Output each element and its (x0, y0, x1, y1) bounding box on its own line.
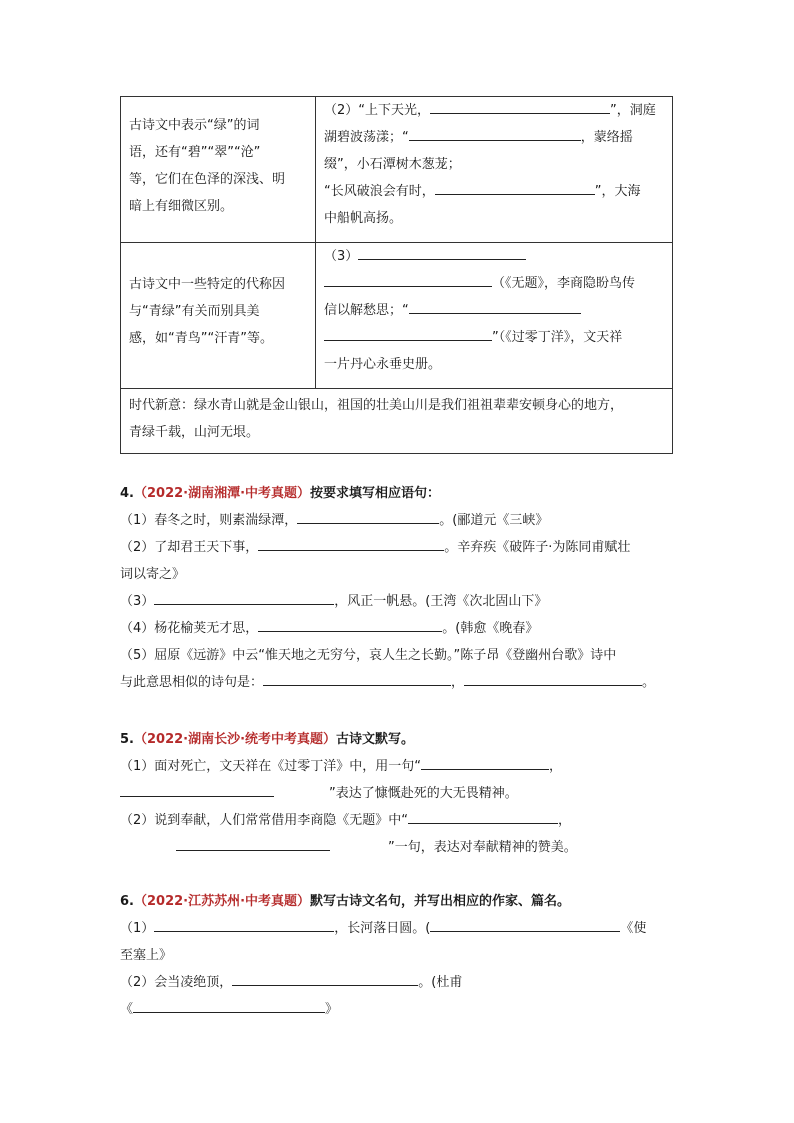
table-cell-description (121, 97, 316, 243)
question-heading (120, 888, 680, 915)
answer-blank[interactable] (258, 617, 442, 632)
question-number: 6. (120, 894, 134, 909)
answer-blank[interactable] (408, 809, 558, 824)
text: ”，洞庭 (610, 103, 656, 118)
answer-blank[interactable] (176, 836, 330, 851)
answer-blank[interactable] (258, 536, 444, 551)
answer-blank[interactable] (430, 917, 620, 932)
table-row (121, 243, 673, 389)
answer-blank[interactable] (358, 245, 526, 260)
text: （3） (120, 594, 155, 609)
text: 。 (642, 675, 656, 690)
text: （4）杨花榆荚无才思， (120, 621, 259, 636)
text: （1）面对死亡，文天祥在《过零丁洋》中，用一句“ (120, 759, 422, 774)
text: 缀”，小石潭树木葱茏； (324, 157, 461, 172)
question-heading (120, 480, 680, 507)
text: 。辛弃疾《破阵子·为陈同甫赋壮 (444, 540, 631, 555)
cell-line: 等，它们在色泽的深浅、明 (129, 172, 286, 187)
text: （3） (324, 249, 359, 264)
text: （1） (120, 921, 155, 936)
cell-line: 感，如“青鸟”“汗青”等。 (129, 331, 273, 346)
text: 时代新意：绿水青山就是金山银山，祖国的壮美山川是我们祖祖辈辈安顿身心的地方， (129, 398, 624, 413)
text: ， (558, 813, 572, 828)
text: （5）屈原《远游》中云“惟天地之无穷兮，哀人生之长勤。”陈子昂《登幽州台歌》诗中 (120, 648, 617, 663)
text: ， (549, 759, 563, 774)
answer-blank[interactable] (421, 755, 549, 770)
table-cell-questions (316, 97, 673, 243)
question-title: 古诗文默写。 (336, 732, 415, 747)
table-row (121, 389, 673, 454)
text: 。(杜甫 (418, 975, 463, 990)
text: （2）说到奉献，人们常常借用李商隐《无题》中“ (120, 813, 409, 828)
text: （1）春冬之时，则素湍绿潭， (120, 513, 298, 528)
answer-blank[interactable] (435, 180, 595, 195)
text: 至塞上》 (120, 948, 173, 963)
question-4 (120, 480, 680, 696)
text: 与此意思相似的诗句是： (120, 675, 264, 690)
text: ，风正一帆悬。(王湾《次北固山下》 (334, 594, 548, 609)
cell-line: 与“青绿”有关而别具美 (129, 304, 260, 319)
text: ， (451, 675, 465, 690)
question-source: （2022·江苏苏州·中考真题） (133, 894, 311, 909)
text: 中船帆高扬。 (324, 211, 403, 226)
cell-line: 古诗文中表示“绿”的词 (129, 118, 260, 133)
answer-blank[interactable] (324, 326, 492, 341)
text: ”表达了慷慨赴死的大无畏精神。 (329, 786, 518, 801)
text: 《 (120, 1002, 134, 1017)
table-cell-questions (316, 243, 673, 389)
text: 。(郦道元《三峡》 (439, 513, 549, 528)
text: ，长河落日圆。( (334, 921, 431, 936)
text: ，蒙络摇 (580, 130, 633, 145)
question-6 (120, 888, 680, 1023)
answer-blank[interactable] (120, 782, 274, 797)
answer-blank[interactable] (154, 590, 334, 605)
text: 信以解愁思；“ (324, 303, 409, 318)
text: （2）了却君王天下事， (120, 540, 259, 555)
text: 青绿千载，山河无垠。 (129, 425, 260, 440)
text: 一片丹心永垂史册。 (324, 357, 442, 372)
question-number: 4. (120, 486, 134, 501)
cell-line: 语，还有“碧”“翠”“沧” (129, 145, 261, 160)
answer-blank[interactable] (297, 509, 439, 524)
question-5 (120, 726, 680, 861)
question-heading (120, 726, 680, 753)
table-cell-description (121, 243, 316, 389)
text: 》 (325, 1002, 339, 1017)
text: （《无题》，李商隐盼鸟传 (492, 276, 636, 291)
question-source: （2022·湖南湘潭·中考真题） (133, 486, 311, 501)
cell-line: 暗上有细微区别。 (129, 199, 234, 214)
text: 《使 (620, 921, 647, 936)
text: 湖碧波荡漾；“ (324, 130, 409, 145)
text: ”，大海 (594, 184, 641, 199)
answer-blank[interactable] (409, 299, 581, 314)
text: 。(韩愈《晚春》 (442, 621, 539, 636)
text: （2）“上下天光， (324, 103, 431, 118)
answer-blank[interactable] (133, 998, 325, 1013)
poetry-table (120, 96, 673, 454)
text: ”（《过零丁洋》，文天祥 (492, 330, 623, 345)
answer-blank[interactable] (154, 917, 334, 932)
answer-blank[interactable] (263, 671, 451, 686)
answer-blank[interactable] (324, 272, 492, 287)
answer-blank[interactable] (232, 971, 418, 986)
answer-blank[interactable] (430, 99, 610, 114)
text: （2）会当凌绝顶， (120, 975, 233, 990)
question-source: （2022·湖南长沙·统考中考真题） (133, 732, 337, 747)
text: 词以寄之》 (120, 567, 186, 582)
question-number: 5. (120, 732, 134, 747)
text: ”一句，表达对奉献精神的赞美。 (388, 840, 577, 855)
text: “长风破浪会有时， (324, 184, 435, 199)
question-title: 按要求填写相应语句： (310, 486, 441, 501)
table-cell-summary (121, 389, 673, 454)
table-row (121, 97, 673, 243)
answer-blank[interactable] (464, 671, 642, 686)
answer-blank[interactable] (409, 126, 581, 141)
cell-line: 古诗文中一些特定的代称因 (129, 277, 286, 292)
question-title: 默写古诗文名句，并写出相应的作家、篇名。 (310, 894, 571, 909)
